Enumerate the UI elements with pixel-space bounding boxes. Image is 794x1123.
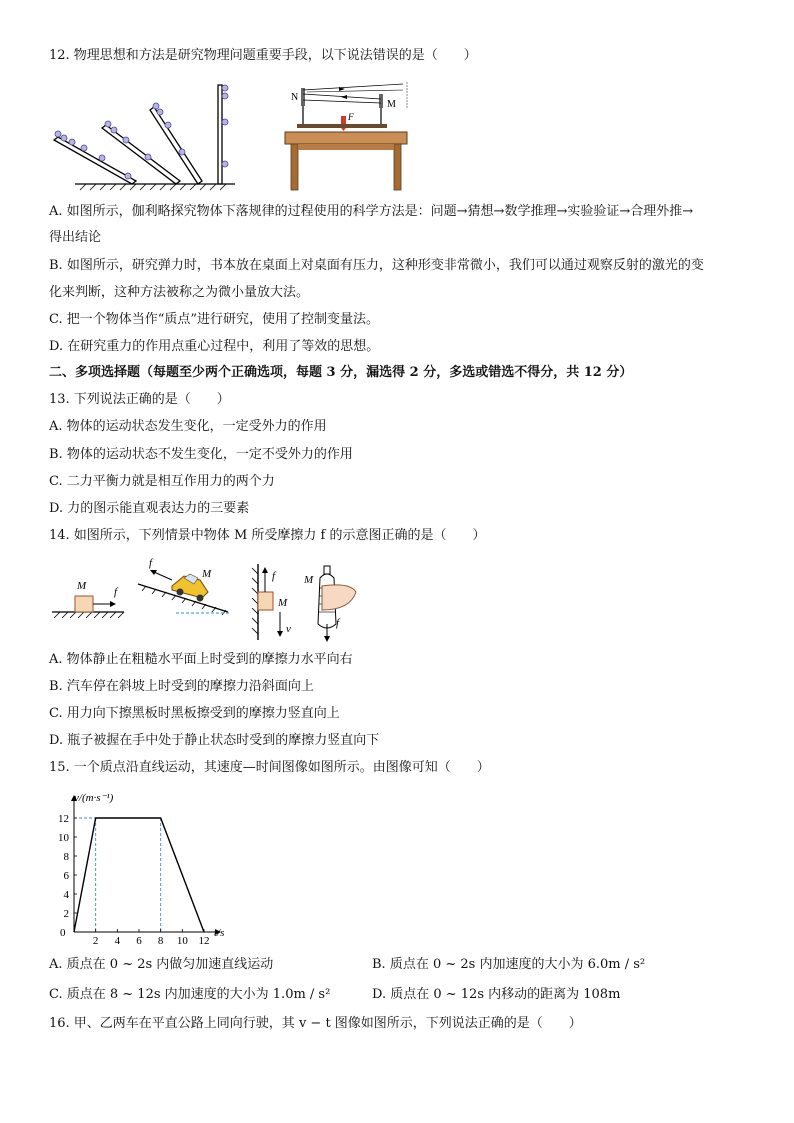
q12-option-b-line1: B. 如图所示，研究弹力时，书本放在桌面上对桌面有压力，这种形变非常微小，我们可以通过观察反射的激光的变 xyxy=(49,258,704,273)
scene4-label-f: f xyxy=(336,617,340,629)
q14-option-c: C. 用力向下擦黑板时黑板擦受到的摩擦力竖直向上 xyxy=(49,706,340,721)
q14-option-d: D. 瓶子被握在手中处于静止状态时受到的摩擦力竖直向下 xyxy=(49,733,380,748)
y-axis-label: v/(m·s⁻¹) xyxy=(74,792,114,804)
q12-option-c: C. 把一个物体当作“质点”进行研究，使用了控制变量法。 xyxy=(49,312,380,327)
friction-scenarios-figure xyxy=(50,552,370,644)
q13-option-c: C. 二力平衡力就是相互作用力的两个力 xyxy=(49,474,275,489)
laser-table-figure xyxy=(283,78,413,194)
q14-option-b: B. 汽车停在斜坡上时受到的摩擦力沿斜面向上 xyxy=(49,679,314,694)
x-tick-label: 12 xyxy=(198,935,210,946)
y-tick-label: 4 xyxy=(63,889,69,901)
x-tick-label: 2 xyxy=(92,935,99,946)
x-tick-label: 6 xyxy=(136,935,142,946)
scene1-label-m: M xyxy=(77,580,87,592)
q15-option-c: C. 质点在 8 ~ 12s 内加速度的大小为 1.0m / s² xyxy=(49,987,331,1002)
q15-stem: 15. 一个质点沿直线运动，其速度—时间图像如图所示。由图像可知（ ） xyxy=(49,760,490,775)
scene4-label-m: M xyxy=(304,574,314,586)
galileo-incline-figure xyxy=(50,80,240,192)
q14-stem: 14. 如图所示，下列情景中物体 M 所受摩擦力 f 的示意图正确的是（ ） xyxy=(49,528,486,543)
q13-option-b: B. 物体的运动状态不发生变化，一定不受外力的作用 xyxy=(49,447,353,462)
scene3-label-v: v xyxy=(286,623,291,635)
scene2-label-m: M xyxy=(202,568,212,580)
section-heading: 二、多项选择题（每题至少两个正确选项，每题 3 分，漏选得 2 分，多选或错选不得分，共 12 分） xyxy=(49,365,633,380)
x-tick-label: 8 xyxy=(157,935,164,946)
q12-option-b-line2: 化来判断，这种方法被称之为微小量放大法。 xyxy=(49,285,310,300)
q14-option-a: A. 物体静止在粗糙水平面上时受到的摩擦力水平向右 xyxy=(49,652,353,667)
y-tick-label: 6 xyxy=(63,870,69,882)
label-m: M xyxy=(387,99,396,110)
origin-label: 0 xyxy=(60,927,66,939)
scene3-label-f: f xyxy=(272,570,276,582)
scene1-label-f: f xyxy=(114,586,118,598)
label-n: N xyxy=(291,92,299,103)
y-tick-label: 8 xyxy=(63,851,69,863)
velocity-time-chart xyxy=(48,786,248,946)
q12-option-a-line1: A. 如图所示，伽利略探究物体下落规律的过程使用的科学方法是：问题→猜想→数学推理→实验验证→合理外推→ xyxy=(49,204,694,219)
y-tick-label: 10 xyxy=(58,832,69,844)
y-tick-label: 2 xyxy=(63,908,69,920)
label-f: F xyxy=(348,112,354,122)
velocity-series-line xyxy=(74,818,204,932)
y-tick-label: 12 xyxy=(58,813,69,825)
q12-stem: 12. 物理思想和方法是研究物理问题重要手段，以下说法错误的是（ ） xyxy=(49,48,477,63)
q15-option-b: B. 质点在 0 ~ 2s 内加速度的大小为 6.0m / s² xyxy=(372,957,646,972)
x-axis-label: t/s xyxy=(214,927,225,939)
q15-option-d: D. 质点在 0 ~ 12s 内移动的距离为 108m xyxy=(372,987,621,1002)
scene2-label-f: f xyxy=(149,557,153,569)
x-tick-label: 10 xyxy=(176,935,188,946)
q16-stem: 16. 甲、乙两车在平直公路上同向行驶，其 v − t 图像如图所示，下列说法正确的是（ ） xyxy=(49,1016,582,1031)
q12-option-a-line2: 得出结论 xyxy=(49,230,102,245)
q13-option-d: D. 力的图示能直观表达力的三要素 xyxy=(49,501,250,516)
q12-option-d: D. 在研究重力的作用点重心过程中，利用了等效的思想。 xyxy=(49,339,380,354)
x-tick-label: 4 xyxy=(114,935,121,946)
q13-option-a: A. 物体的运动状态发生变化，一定受外力的作用 xyxy=(49,419,327,434)
q15-option-a: A. 质点在 0 ~ 2s 内做匀加速直线运动 xyxy=(49,957,274,972)
q13-stem: 13. 下列说法正确的是（ ） xyxy=(49,392,230,407)
scene3-label-m: M xyxy=(278,597,288,609)
